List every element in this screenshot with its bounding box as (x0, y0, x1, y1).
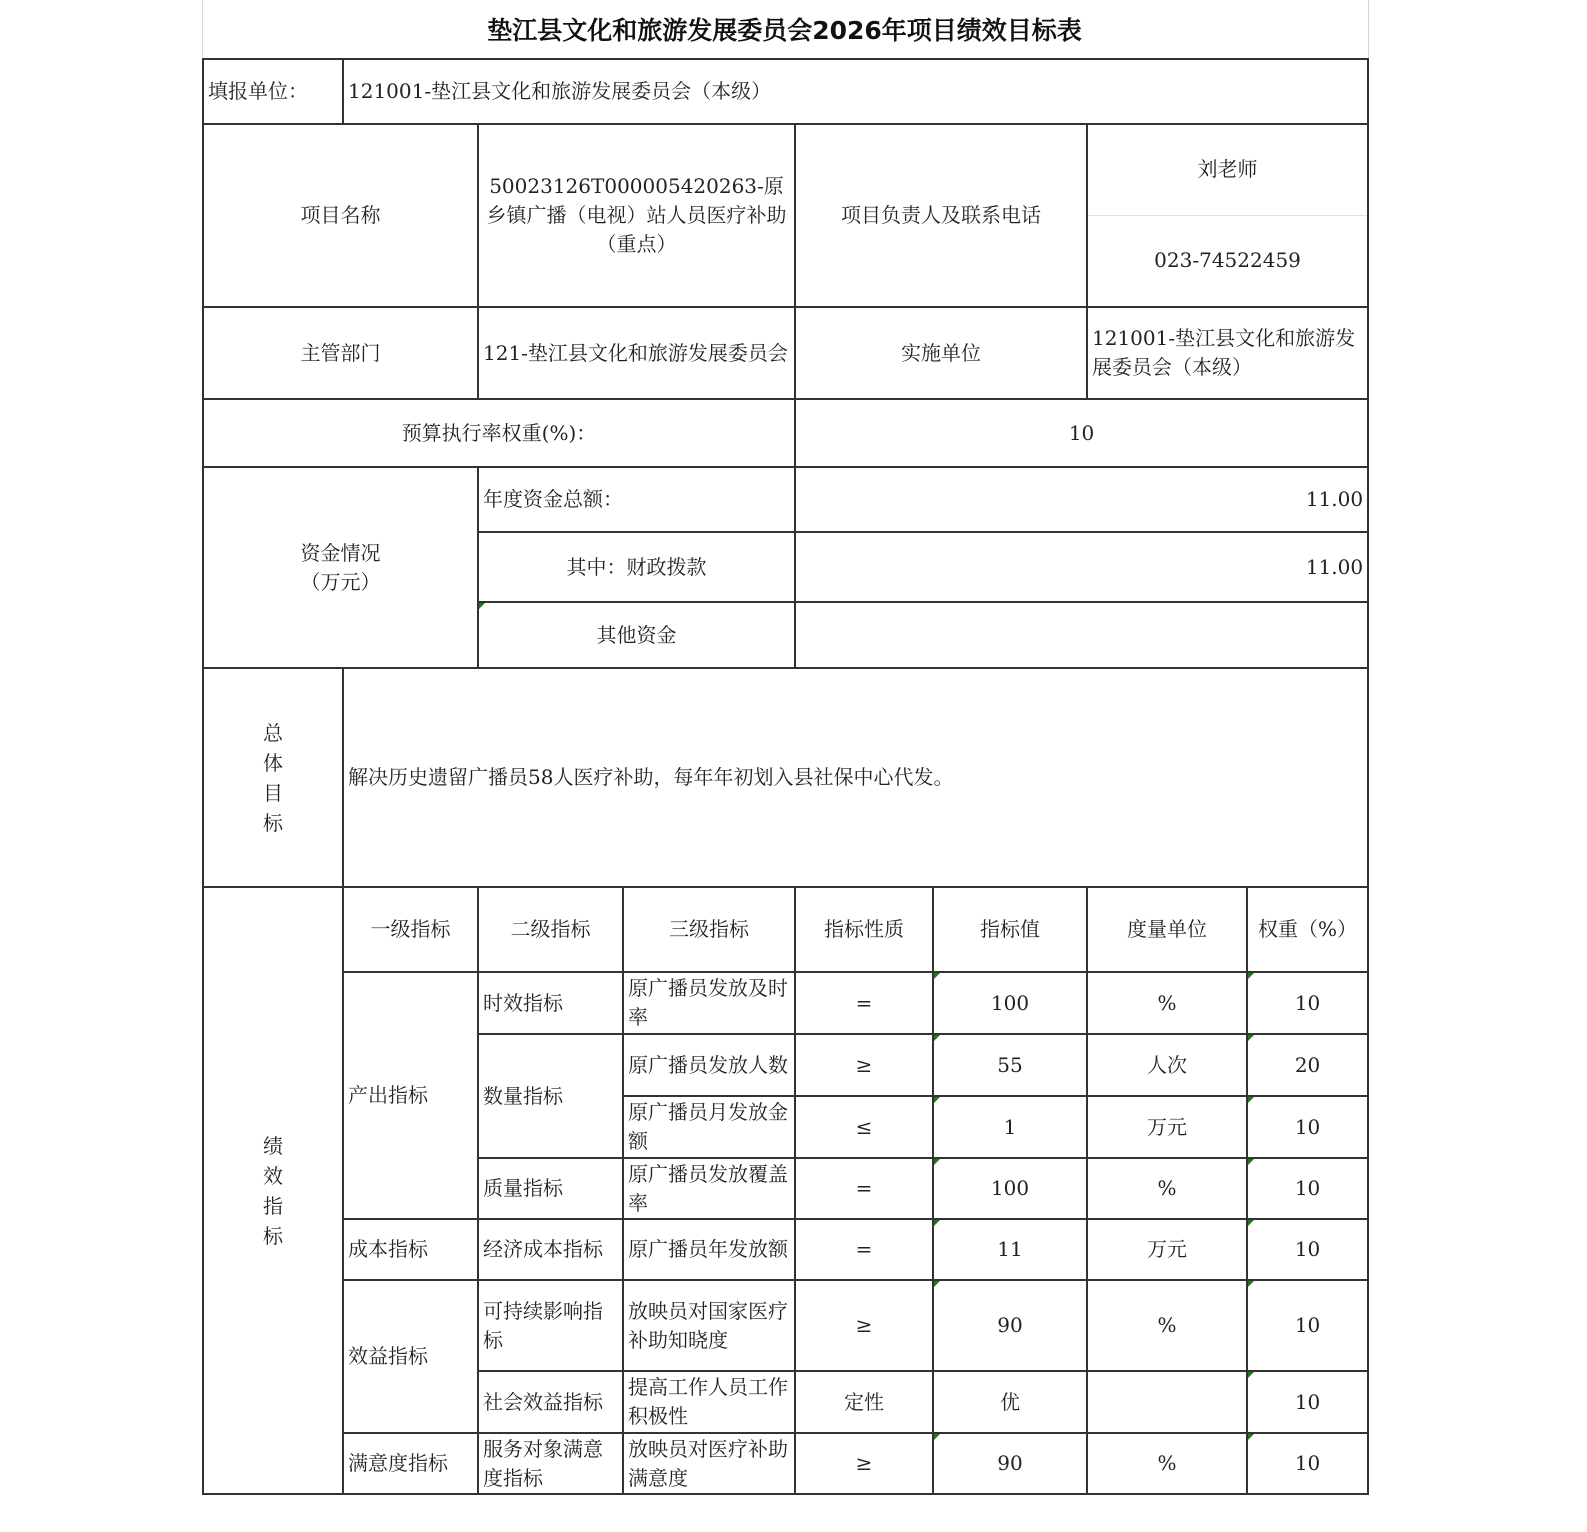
reporting-unit-label: 填报单位： (203, 59, 343, 124)
weight-cell[interactable]: 20 (1247, 1034, 1368, 1096)
level3-cell[interactable]: 原广播员发放及时率 (623, 972, 795, 1034)
budget-weight-label: 预算执行率权重(%)： (203, 399, 795, 467)
funds-fiscal-label: 其中：财政拨款 (478, 532, 795, 602)
level2-social: 社会效益指标 (478, 1371, 623, 1433)
level3-cell[interactable]: 放映员对医疗补助满意度 (623, 1433, 795, 1494)
level1-benefit: 效益指标 (343, 1280, 478, 1433)
indicators-section-label-text: 绩效指标 (263, 1133, 283, 1248)
header-level2: 二级指标 (478, 887, 623, 972)
header-nature: 指标性质 (795, 887, 933, 972)
contact-phone[interactable]: 023-74522459 (1087, 215, 1368, 307)
project-name-value[interactable]: 50023126T000005420263-原乡镇广播（电视）站人员医疗补助（重点） (478, 124, 795, 307)
department-row (203, 307, 1368, 399)
unit-cell[interactable]: % (1087, 1433, 1247, 1494)
budget-weight-row (203, 399, 1368, 467)
level3-cell[interactable]: 提高工作人员工作积极性 (623, 1371, 795, 1433)
indicators-section-label (203, 887, 343, 1494)
level3-cell[interactable]: 原广播员发放人数 (623, 1034, 795, 1096)
value-cell[interactable]: 11 (933, 1219, 1087, 1280)
weight-cell[interactable]: 10 (1247, 1280, 1368, 1371)
weight-cell[interactable]: 10 (1247, 1158, 1368, 1219)
value-cell[interactable]: 100 (933, 1158, 1087, 1219)
table-row (203, 1280, 1368, 1371)
value-cell[interactable]: 90 (933, 1280, 1087, 1371)
weight-cell[interactable]: 10 (1247, 1219, 1368, 1280)
level1-output: 产出指标 (343, 972, 478, 1219)
contact-name[interactable]: 刘老师 (1087, 124, 1368, 215)
nature-cell[interactable]: ≥ (795, 1433, 933, 1494)
project-name-label: 项目名称 (203, 124, 478, 307)
weight-cell[interactable]: 10 (1247, 1433, 1368, 1494)
header-level3: 三级指标 (623, 887, 795, 972)
unit-cell[interactable] (1087, 1371, 1247, 1433)
funds-total-value[interactable]: 11.00 (795, 467, 1368, 532)
nature-cell[interactable]: = (795, 1219, 933, 1280)
overall-goal-label (203, 668, 343, 887)
header-weight: 权重（%） (1247, 887, 1368, 972)
funds-total-label: 年度资金总额： (478, 467, 795, 532)
overall-goal-row (203, 668, 1368, 887)
header-level1: 一级指标 (343, 887, 478, 972)
unit-cell[interactable]: % (1087, 972, 1247, 1034)
header-value: 指标值 (933, 887, 1087, 972)
level2-quantity: 数量指标 (478, 1034, 623, 1158)
table-row (203, 1219, 1368, 1280)
value-cell[interactable]: 1 (933, 1096, 1087, 1158)
reporting-unit-row (203, 59, 1368, 124)
level2-economic-cost: 经济成本指标 (478, 1219, 623, 1280)
level3-cell[interactable]: 原广播员年发放额 (623, 1219, 795, 1280)
weight-cell[interactable]: 10 (1247, 1096, 1368, 1158)
unit-cell[interactable]: 人次 (1087, 1034, 1247, 1096)
implementing-unit-label: 实施单位 (795, 307, 1087, 399)
unit-cell[interactable]: % (1087, 1280, 1247, 1371)
nature-cell[interactable]: ≥ (795, 1034, 933, 1096)
value-cell[interactable]: 优 (933, 1371, 1087, 1433)
implementing-unit-value[interactable]: 121001-垫江县文化和旅游发展委员会（本级） (1087, 307, 1368, 399)
project-row (203, 124, 1368, 215)
funds-label: 资金情况（万元） (203, 467, 478, 668)
unit-cell[interactable]: 万元 (1087, 1219, 1247, 1280)
indicator-header-row (203, 887, 1368, 972)
unit-cell[interactable]: % (1087, 1158, 1247, 1219)
weight-cell[interactable]: 10 (1247, 1371, 1368, 1433)
budget-weight-value[interactable]: 10 (795, 399, 1368, 467)
unit-cell[interactable]: 万元 (1087, 1096, 1247, 1158)
level3-cell[interactable]: 原广播员发放覆盖率 (623, 1158, 795, 1219)
level1-cost: 成本指标 (343, 1219, 478, 1280)
level2-timeliness: 时效指标 (478, 972, 623, 1034)
overall-goal-text[interactable]: 解决历史遗留广播员58人医疗补助，每年年初划入县社保中心代发。 (343, 668, 1368, 887)
level3-cell[interactable]: 放映员对国家医疗补助知晓度 (623, 1280, 795, 1371)
value-cell[interactable]: 100 (933, 972, 1087, 1034)
header-unit: 度量单位 (1087, 887, 1247, 972)
table-row (203, 972, 1368, 1034)
funds-fiscal-value[interactable]: 11.00 (795, 532, 1368, 602)
value-cell[interactable]: 90 (933, 1433, 1087, 1494)
page-title: 垫江县文化和旅游发展委员会2026年项目绩效目标表 (487, 16, 1082, 45)
department-label: 主管部门 (203, 307, 478, 399)
funds-other-value[interactable] (795, 602, 1368, 668)
nature-cell[interactable]: ≤ (795, 1096, 933, 1158)
reporting-unit-value[interactable]: 121001-垫江县文化和旅游发展委员会（本级） (343, 59, 1368, 124)
level2-service-satisfaction: 服务对象满意度指标 (478, 1433, 623, 1494)
nature-cell[interactable]: = (795, 972, 933, 1034)
table-row (203, 1433, 1368, 1494)
level2-sustainable: 可持续影响指标 (478, 1280, 623, 1371)
contact-label: 项目负责人及联系电话 (795, 124, 1087, 307)
nature-cell[interactable]: = (795, 1158, 933, 1219)
level3-cell[interactable]: 原广播员月发放金额 (623, 1096, 795, 1158)
department-value[interactable]: 121-垫江县文化和旅游发展委员会 (478, 307, 795, 399)
funds-other-label: 其他资金 (478, 602, 795, 668)
weight-cell[interactable]: 10 (1247, 972, 1368, 1034)
overall-goal-label-text: 总体目标 (263, 720, 283, 835)
funds-total-row (203, 467, 1368, 532)
level2-quality: 质量指标 (478, 1158, 623, 1219)
value-cell[interactable]: 55 (933, 1034, 1087, 1096)
performance-target-table (202, 58, 1369, 1495)
nature-cell[interactable]: ≥ (795, 1280, 933, 1371)
nature-cell[interactable]: 定性 (795, 1371, 933, 1433)
level1-satisfaction: 满意度指标 (343, 1433, 478, 1494)
